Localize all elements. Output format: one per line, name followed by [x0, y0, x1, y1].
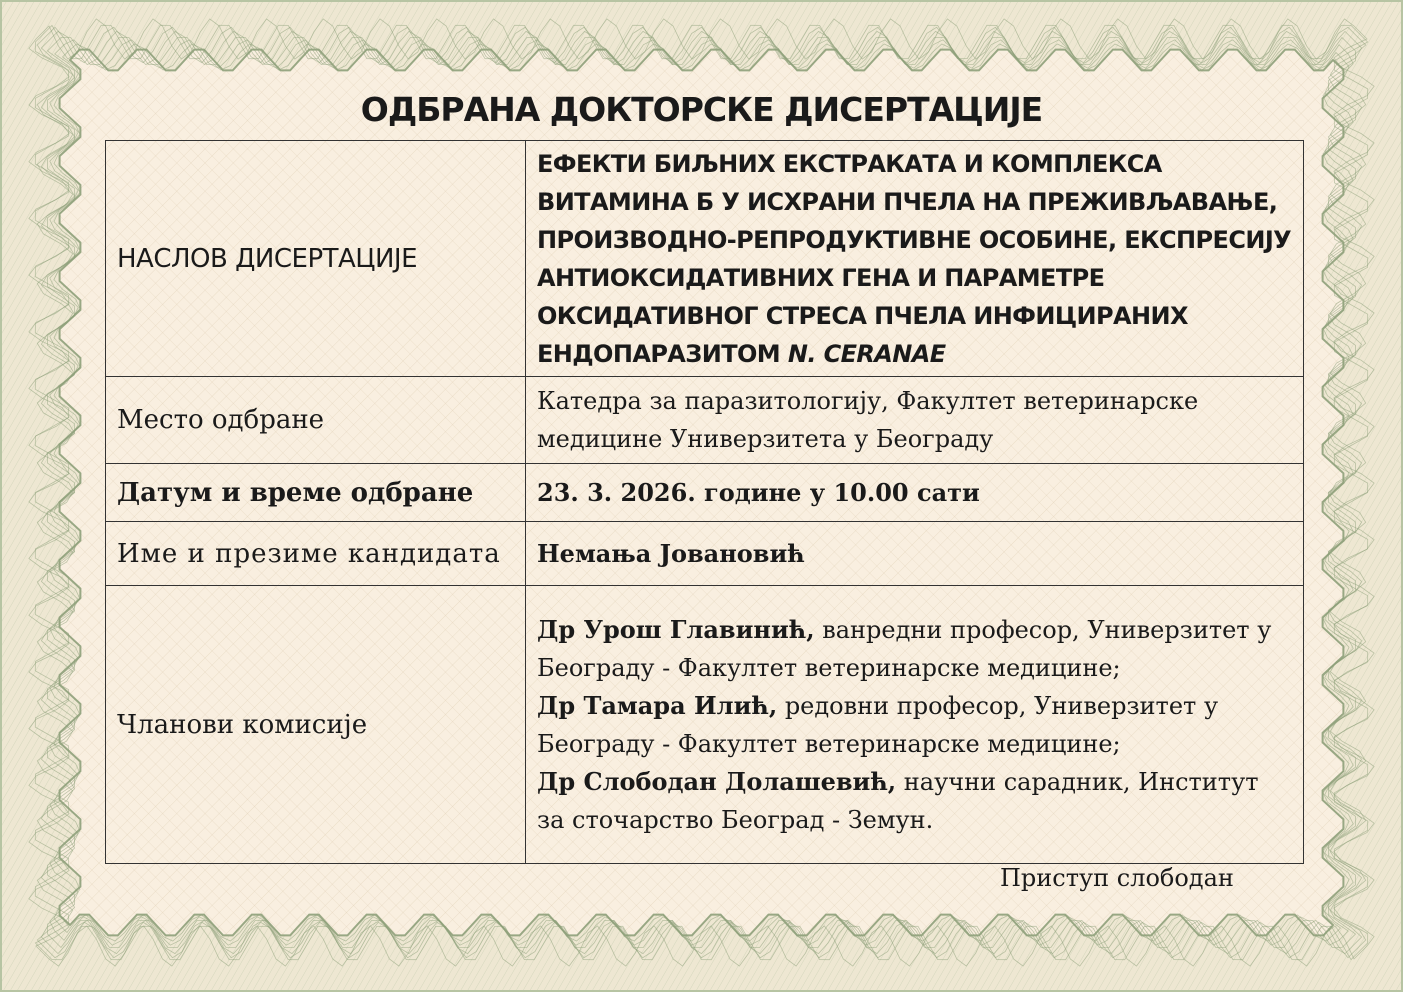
- defense-place-label: Место одбране: [106, 377, 526, 464]
- defense-info-table: [105, 140, 1304, 864]
- page-title: ОДБРАНА ДОКТОРСКЕ ДИСЕРТАЦИЈЕ: [360, 90, 1043, 129]
- committee-members: [526, 586, 1304, 864]
- committee-member: Др Слободан Долашевић, научни сарадник, Институт за сточарство Београд - Земун.: [537, 766, 1259, 834]
- table-row-committee: [106, 586, 1304, 864]
- table-row-title: [106, 141, 1304, 377]
- candidate-label: Име и презиме кандидата: [106, 522, 526, 586]
- candidate-name: Немања Јовановић: [526, 522, 1304, 586]
- committee-member: Др Урош Главинић, ванредни професор, Универзитет у Београду - Факултет ветеринарске медицине;: [537, 614, 1272, 682]
- committee-member: Др Тамара Илић, редовни професор, Универзитет у Београду - Факултет ветеринарске медицине;: [537, 690, 1219, 758]
- defense-place-value: Катедра за паразитологију, Факултет ветеринарске медицине Универзитета у Београду: [526, 377, 1304, 464]
- table-row-candidate: [106, 522, 1304, 586]
- committee-label: Чланови комисије: [106, 586, 526, 864]
- table-row-datetime: [106, 464, 1304, 522]
- table-row-place: [106, 377, 1304, 464]
- pathogen-name: N. CERANAE: [787, 339, 946, 368]
- access-note: Приступ слободан: [1000, 864, 1234, 892]
- dissertation-title-label: НАСЛОВ ДИСЕРТАЦИЈЕ: [106, 141, 526, 377]
- defense-datetime-label: Датум и време одбране: [106, 464, 526, 522]
- defense-datetime-value: 23. 3. 2026. године у 10.00 сати: [526, 464, 1304, 522]
- dissertation-title-value: ЕФЕКТИ БИЉНИХ ЕКСТРАКАТА И КОМПЛЕКСА ВИТАМИНА Б У ИСХРАНИ ПЧЕЛА НА ПРЕЖИВЉАВАЊЕ, ПРОИЗВОДНО-РЕПРОДУКТИВНЕ ОСОБИНЕ, ЕКСПРЕСИЈУ АНТИОКСИДАТИВНИХ ГЕНА И ПАРАМЕТРЕ ОКСИДАТИВНОГ СТРЕСА ПЧЕЛА ИНФИЦИРАНИХ ЕНДОПАРАЗИТОМ N. CERANAE: [526, 141, 1304, 377]
